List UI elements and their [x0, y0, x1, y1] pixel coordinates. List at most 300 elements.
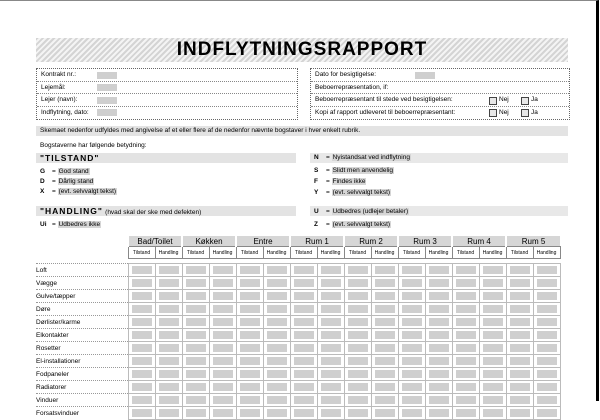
- cell-input-box[interactable]: [213, 396, 233, 404]
- tilstand-cell[interactable]: [398, 381, 425, 394]
- tilstand-cell[interactable]: [128, 355, 155, 368]
- tilstand-cell[interactable]: [128, 394, 155, 407]
- cell-input-box[interactable]: [294, 279, 314, 287]
- handling-cell[interactable]: [371, 368, 398, 381]
- cell-input-box[interactable]: [483, 318, 503, 326]
- cell-input-box[interactable]: [348, 292, 368, 300]
- handling-cell[interactable]: [263, 355, 290, 368]
- cell-input-box[interactable]: [375, 331, 395, 339]
- handling-cell[interactable]: [317, 368, 344, 381]
- cell-input-box[interactable]: [348, 396, 368, 404]
- cell-input-box[interactable]: [456, 370, 476, 378]
- cell-input-box[interactable]: [456, 279, 476, 287]
- cell-input-box[interactable]: [483, 383, 503, 391]
- tilstand-cell[interactable]: [290, 290, 317, 303]
- cell-input-box[interactable]: [159, 266, 179, 274]
- handling-cell[interactable]: [209, 381, 236, 394]
- cell-input-box[interactable]: [159, 292, 179, 300]
- cell-input-box[interactable]: [537, 331, 557, 339]
- handling-cell[interactable]: [317, 329, 344, 342]
- handling-cell[interactable]: [425, 381, 452, 394]
- tilstand-cell[interactable]: [452, 342, 479, 355]
- handling-cell[interactable]: [533, 329, 560, 342]
- cell-input-box[interactable]: [483, 305, 503, 313]
- tilstand-cell[interactable]: [182, 407, 209, 420]
- tilstand-cell[interactable]: [182, 264, 209, 277]
- handling-cell[interactable]: [479, 394, 506, 407]
- tilstand-cell[interactable]: [452, 277, 479, 290]
- tilstand-cell[interactable]: [290, 355, 317, 368]
- tilstand-cell[interactable]: [398, 264, 425, 277]
- tilstand-cell[interactable]: [506, 290, 533, 303]
- tilstand-cell[interactable]: [128, 329, 155, 342]
- handling-cell[interactable]: [425, 303, 452, 316]
- tilstand-cell[interactable]: [344, 381, 371, 394]
- tilstand-cell[interactable]: [398, 394, 425, 407]
- tilstand-cell[interactable]: [398, 277, 425, 290]
- handling-cell[interactable]: [533, 264, 560, 277]
- rep-present-no-checkbox[interactable]: [489, 97, 497, 105]
- cell-input-box[interactable]: [402, 331, 422, 339]
- tilstand-cell[interactable]: [182, 368, 209, 381]
- cell-input-box[interactable]: [267, 357, 287, 365]
- tilstand-cell[interactable]: [452, 368, 479, 381]
- cell-input-box[interactable]: [456, 318, 476, 326]
- cell-input-box[interactable]: [213, 292, 233, 300]
- cell-input-box[interactable]: [375, 318, 395, 326]
- cell-input-box[interactable]: [483, 292, 503, 300]
- tilstand-cell[interactable]: [398, 290, 425, 303]
- cell-input-box[interactable]: [375, 292, 395, 300]
- handling-cell[interactable]: [155, 368, 182, 381]
- cell-input-box[interactable]: [510, 266, 530, 274]
- cell-input-box[interactable]: [348, 279, 368, 287]
- cell-input-box[interactable]: [294, 357, 314, 365]
- cell-input-box[interactable]: [240, 292, 260, 300]
- cell-input-box[interactable]: [294, 318, 314, 326]
- tilstand-cell[interactable]: [236, 394, 263, 407]
- handling-cell[interactable]: [425, 290, 452, 303]
- cell-input-box[interactable]: [429, 370, 449, 378]
- handling-cell[interactable]: [533, 303, 560, 316]
- tilstand-cell[interactable]: [236, 303, 263, 316]
- handling-cell[interactable]: [425, 368, 452, 381]
- cell-input-box[interactable]: [348, 266, 368, 274]
- handling-cell[interactable]: [317, 316, 344, 329]
- cell-input-box[interactable]: [510, 305, 530, 313]
- handling-cell[interactable]: [533, 277, 560, 290]
- cell-input-box[interactable]: [321, 331, 341, 339]
- tilstand-cell[interactable]: [182, 290, 209, 303]
- cell-input-box[interactable]: [321, 370, 341, 378]
- cell-input-box[interactable]: [456, 383, 476, 391]
- tilstand-cell[interactable]: [452, 407, 479, 420]
- tilstand-cell[interactable]: [128, 290, 155, 303]
- inspection-date-input[interactable]: [415, 72, 435, 79]
- tilstand-cell[interactable]: [398, 303, 425, 316]
- cell-input-box[interactable]: [267, 383, 287, 391]
- tilstand-cell[interactable]: [290, 303, 317, 316]
- cell-input-box[interactable]: [537, 370, 557, 378]
- cell-input-box[interactable]: [159, 409, 179, 417]
- cell-input-box[interactable]: [240, 357, 260, 365]
- handling-cell[interactable]: [263, 394, 290, 407]
- cell-input-box[interactable]: [375, 279, 395, 287]
- cell-input-box[interactable]: [294, 266, 314, 274]
- cell-input-box[interactable]: [375, 370, 395, 378]
- tilstand-cell[interactable]: [398, 407, 425, 420]
- handling-cell[interactable]: [371, 264, 398, 277]
- cell-input-box[interactable]: [213, 370, 233, 378]
- handling-cell[interactable]: [263, 264, 290, 277]
- handling-cell[interactable]: [533, 342, 560, 355]
- cell-input-box[interactable]: [429, 357, 449, 365]
- tilstand-cell[interactable]: [128, 264, 155, 277]
- cell-input-box[interactable]: [294, 370, 314, 378]
- cell-input-box[interactable]: [321, 318, 341, 326]
- handling-cell[interactable]: [479, 264, 506, 277]
- cell-input-box[interactable]: [348, 357, 368, 365]
- cell-input-box[interactable]: [375, 357, 395, 365]
- tilstand-cell[interactable]: [506, 407, 533, 420]
- cell-input-box[interactable]: [267, 318, 287, 326]
- cell-input-box[interactable]: [483, 344, 503, 352]
- cell-input-box[interactable]: [483, 357, 503, 365]
- tilstand-cell[interactable]: [398, 342, 425, 355]
- handling-cell[interactable]: [425, 264, 452, 277]
- cell-input-box[interactable]: [375, 266, 395, 274]
- cell-input-box[interactable]: [294, 344, 314, 352]
- handling-cell[interactable]: [533, 290, 560, 303]
- handling-cell[interactable]: [533, 407, 560, 420]
- handling-cell[interactable]: [155, 407, 182, 420]
- handling-cell[interactable]: [317, 355, 344, 368]
- cell-input-box[interactable]: [213, 318, 233, 326]
- cell-input-box[interactable]: [456, 292, 476, 300]
- cell-input-box[interactable]: [321, 344, 341, 352]
- cell-input-box[interactable]: [132, 331, 152, 339]
- tilstand-cell[interactable]: [344, 264, 371, 277]
- tilstand-cell[interactable]: [506, 316, 533, 329]
- cell-input-box[interactable]: [402, 266, 422, 274]
- handling-cell[interactable]: [371, 355, 398, 368]
- tilstand-cell[interactable]: [236, 329, 263, 342]
- tilstand-cell[interactable]: [344, 368, 371, 381]
- handling-cell[interactable]: [533, 394, 560, 407]
- handling-cell[interactable]: [479, 329, 506, 342]
- cell-input-box[interactable]: [537, 318, 557, 326]
- handling-cell[interactable]: [425, 342, 452, 355]
- tilstand-cell[interactable]: [398, 355, 425, 368]
- tilstand-cell[interactable]: [128, 277, 155, 290]
- cell-input-box[interactable]: [402, 409, 422, 417]
- tilstand-cell[interactable]: [236, 290, 263, 303]
- cell-input-box[interactable]: [429, 279, 449, 287]
- cell-input-box[interactable]: [429, 396, 449, 404]
- cell-input-box[interactable]: [348, 383, 368, 391]
- cell-input-box[interactable]: [375, 305, 395, 313]
- cell-input-box[interactable]: [402, 344, 422, 352]
- handling-cell[interactable]: [425, 277, 452, 290]
- tilstand-cell[interactable]: [506, 381, 533, 394]
- cell-input-box[interactable]: [483, 279, 503, 287]
- cell-input-box[interactable]: [456, 305, 476, 313]
- tilstand-cell[interactable]: [344, 316, 371, 329]
- cell-input-box[interactable]: [294, 396, 314, 404]
- cell-input-box[interactable]: [510, 344, 530, 352]
- cell-input-box[interactable]: [213, 357, 233, 365]
- cell-input-box[interactable]: [132, 305, 152, 313]
- handling-cell[interactable]: [371, 381, 398, 394]
- cell-input-box[interactable]: [537, 357, 557, 365]
- tilstand-cell[interactable]: [344, 394, 371, 407]
- contract-input[interactable]: [97, 72, 117, 79]
- tilstand-cell[interactable]: [452, 303, 479, 316]
- handling-cell[interactable]: [209, 407, 236, 420]
- cell-input-box[interactable]: [429, 331, 449, 339]
- handling-cell[interactable]: [371, 277, 398, 290]
- handling-cell[interactable]: [479, 368, 506, 381]
- handling-cell[interactable]: [317, 407, 344, 420]
- tilstand-cell[interactable]: [236, 368, 263, 381]
- handling-cell[interactable]: [209, 316, 236, 329]
- handling-cell[interactable]: [155, 342, 182, 355]
- handling-cell[interactable]: [209, 329, 236, 342]
- cell-input-box[interactable]: [402, 383, 422, 391]
- cell-input-box[interactable]: [267, 279, 287, 287]
- cell-input-box[interactable]: [186, 396, 206, 404]
- handling-cell[interactable]: [263, 316, 290, 329]
- tilstand-cell[interactable]: [344, 303, 371, 316]
- handling-cell[interactable]: [209, 394, 236, 407]
- handling-cell[interactable]: [317, 303, 344, 316]
- tilstand-cell[interactable]: [290, 407, 317, 420]
- cell-input-box[interactable]: [537, 383, 557, 391]
- tilstand-cell[interactable]: [452, 394, 479, 407]
- cell-input-box[interactable]: [294, 292, 314, 300]
- cell-input-box[interactable]: [321, 396, 341, 404]
- tilstand-cell[interactable]: [452, 264, 479, 277]
- cell-input-box[interactable]: [159, 279, 179, 287]
- cell-input-box[interactable]: [321, 279, 341, 287]
- tilstand-cell[interactable]: [182, 394, 209, 407]
- handling-cell[interactable]: [479, 290, 506, 303]
- cell-input-box[interactable]: [159, 318, 179, 326]
- cell-input-box[interactable]: [402, 370, 422, 378]
- cell-input-box[interactable]: [537, 344, 557, 352]
- handling-cell[interactable]: [479, 316, 506, 329]
- cell-input-box[interactable]: [240, 344, 260, 352]
- tilstand-cell[interactable]: [182, 303, 209, 316]
- cell-input-box[interactable]: [429, 292, 449, 300]
- handling-cell[interactable]: [533, 381, 560, 394]
- cell-input-box[interactable]: [159, 383, 179, 391]
- handling-cell[interactable]: [371, 290, 398, 303]
- cell-input-box[interactable]: [132, 266, 152, 274]
- cell-input-box[interactable]: [510, 318, 530, 326]
- tilstand-cell[interactable]: [182, 355, 209, 368]
- cell-input-box[interactable]: [213, 344, 233, 352]
- tilstand-cell[interactable]: [128, 342, 155, 355]
- cell-input-box[interactable]: [267, 305, 287, 313]
- handling-cell[interactable]: [479, 381, 506, 394]
- tilstand-cell[interactable]: [452, 316, 479, 329]
- handling-cell[interactable]: [209, 290, 236, 303]
- cell-input-box[interactable]: [294, 305, 314, 313]
- cell-input-box[interactable]: [240, 305, 260, 313]
- cell-input-box[interactable]: [159, 396, 179, 404]
- cell-input-box[interactable]: [510, 383, 530, 391]
- handling-cell[interactable]: [425, 316, 452, 329]
- cell-input-box[interactable]: [240, 318, 260, 326]
- cell-input-box[interactable]: [321, 266, 341, 274]
- cell-input-box[interactable]: [537, 409, 557, 417]
- cell-input-box[interactable]: [186, 409, 206, 417]
- cell-input-box[interactable]: [294, 409, 314, 417]
- cell-input-box[interactable]: [375, 383, 395, 391]
- handling-cell[interactable]: [479, 303, 506, 316]
- cell-input-box[interactable]: [321, 409, 341, 417]
- tilstand-cell[interactable]: [290, 329, 317, 342]
- tilstand-cell[interactable]: [236, 381, 263, 394]
- handling-cell[interactable]: [371, 394, 398, 407]
- tilstand-cell[interactable]: [344, 407, 371, 420]
- cell-input-box[interactable]: [159, 305, 179, 313]
- cell-input-box[interactable]: [402, 279, 422, 287]
- handling-cell[interactable]: [263, 277, 290, 290]
- cell-input-box[interactable]: [294, 383, 314, 391]
- cell-input-box[interactable]: [537, 292, 557, 300]
- tilstand-cell[interactable]: [452, 381, 479, 394]
- handling-cell[interactable]: [317, 394, 344, 407]
- cell-input-box[interactable]: [456, 409, 476, 417]
- cell-input-box[interactable]: [267, 292, 287, 300]
- handling-cell[interactable]: [263, 381, 290, 394]
- cell-input-box[interactable]: [213, 331, 233, 339]
- cell-input-box[interactable]: [267, 344, 287, 352]
- cell-input-box[interactable]: [159, 357, 179, 365]
- tilstand-cell[interactable]: [344, 355, 371, 368]
- cell-input-box[interactable]: [348, 370, 368, 378]
- cell-input-box[interactable]: [402, 357, 422, 365]
- tilstand-cell[interactable]: [290, 264, 317, 277]
- cell-input-box[interactable]: [240, 331, 260, 339]
- cell-input-box[interactable]: [132, 409, 152, 417]
- tilstand-cell[interactable]: [344, 277, 371, 290]
- cell-input-box[interactable]: [456, 344, 476, 352]
- handling-cell[interactable]: [263, 303, 290, 316]
- handling-cell[interactable]: [533, 316, 560, 329]
- cell-input-box[interactable]: [186, 279, 206, 287]
- handling-cell[interactable]: [155, 290, 182, 303]
- tilstand-cell[interactable]: [236, 407, 263, 420]
- cell-input-box[interactable]: [240, 266, 260, 274]
- handling-cell[interactable]: [371, 303, 398, 316]
- cell-input-box[interactable]: [483, 266, 503, 274]
- cell-input-box[interactable]: [267, 396, 287, 404]
- tilstand-cell[interactable]: [236, 277, 263, 290]
- handling-cell[interactable]: [263, 329, 290, 342]
- cell-input-box[interactable]: [213, 279, 233, 287]
- cell-input-box[interactable]: [132, 357, 152, 365]
- cell-input-box[interactable]: [240, 409, 260, 417]
- cell-input-box[interactable]: [456, 331, 476, 339]
- handling-cell[interactable]: [209, 355, 236, 368]
- cell-input-box[interactable]: [294, 331, 314, 339]
- cell-input-box[interactable]: [537, 266, 557, 274]
- tilstand-cell[interactable]: [236, 355, 263, 368]
- cell-input-box[interactable]: [348, 344, 368, 352]
- cell-input-box[interactable]: [429, 305, 449, 313]
- tilstand-cell[interactable]: [182, 329, 209, 342]
- tilstand-cell[interactable]: [182, 342, 209, 355]
- cell-input-box[interactable]: [186, 266, 206, 274]
- cell-input-box[interactable]: [186, 305, 206, 313]
- tilstand-cell[interactable]: [290, 342, 317, 355]
- tilstand-cell[interactable]: [506, 329, 533, 342]
- cell-input-box[interactable]: [186, 318, 206, 326]
- handling-cell[interactable]: [371, 329, 398, 342]
- rep-present-yes-checkbox[interactable]: [521, 97, 529, 105]
- tilstand-cell[interactable]: [506, 277, 533, 290]
- tilstand-cell[interactable]: [128, 316, 155, 329]
- cell-input-box[interactable]: [132, 370, 152, 378]
- cell-input-box[interactable]: [429, 409, 449, 417]
- tilstand-cell[interactable]: [182, 277, 209, 290]
- handling-cell[interactable]: [317, 290, 344, 303]
- copy-given-yes-checkbox[interactable]: [521, 109, 529, 117]
- cell-input-box[interactable]: [267, 370, 287, 378]
- cell-input-box[interactable]: [213, 409, 233, 417]
- tilstand-cell[interactable]: [398, 329, 425, 342]
- cell-input-box[interactable]: [186, 357, 206, 365]
- handling-cell[interactable]: [371, 342, 398, 355]
- handling-cell[interactable]: [263, 407, 290, 420]
- cell-input-box[interactable]: [456, 396, 476, 404]
- cell-input-box[interactable]: [240, 370, 260, 378]
- handling-cell[interactable]: [263, 290, 290, 303]
- handling-cell[interactable]: [155, 277, 182, 290]
- handling-cell[interactable]: [533, 355, 560, 368]
- tilstand-cell[interactable]: [128, 407, 155, 420]
- cell-input-box[interactable]: [240, 279, 260, 287]
- cell-input-box[interactable]: [510, 370, 530, 378]
- handling-cell[interactable]: [209, 342, 236, 355]
- cell-input-box[interactable]: [510, 357, 530, 365]
- tilstand-cell[interactable]: [236, 316, 263, 329]
- cell-input-box[interactable]: [321, 292, 341, 300]
- tilstand-cell[interactable]: [182, 316, 209, 329]
- tilstand-cell[interactable]: [452, 355, 479, 368]
- cell-input-box[interactable]: [186, 344, 206, 352]
- cell-input-box[interactable]: [159, 331, 179, 339]
- handling-cell[interactable]: [425, 329, 452, 342]
- cell-input-box[interactable]: [537, 396, 557, 404]
- cell-input-box[interactable]: [429, 266, 449, 274]
- cell-input-box[interactable]: [132, 383, 152, 391]
- tilstand-cell[interactable]: [506, 264, 533, 277]
- cell-input-box[interactable]: [348, 409, 368, 417]
- cell-input-box[interactable]: [132, 318, 152, 326]
- cell-input-box[interactable]: [240, 383, 260, 391]
- tilstand-cell[interactable]: [290, 368, 317, 381]
- tilstand-cell[interactable]: [236, 342, 263, 355]
- cell-input-box[interactable]: [510, 331, 530, 339]
- copy-given-no-checkbox[interactable]: [489, 109, 497, 117]
- cell-input-box[interactable]: [402, 318, 422, 326]
- handling-cell[interactable]: [155, 381, 182, 394]
- movein-date-input[interactable]: [97, 109, 117, 116]
